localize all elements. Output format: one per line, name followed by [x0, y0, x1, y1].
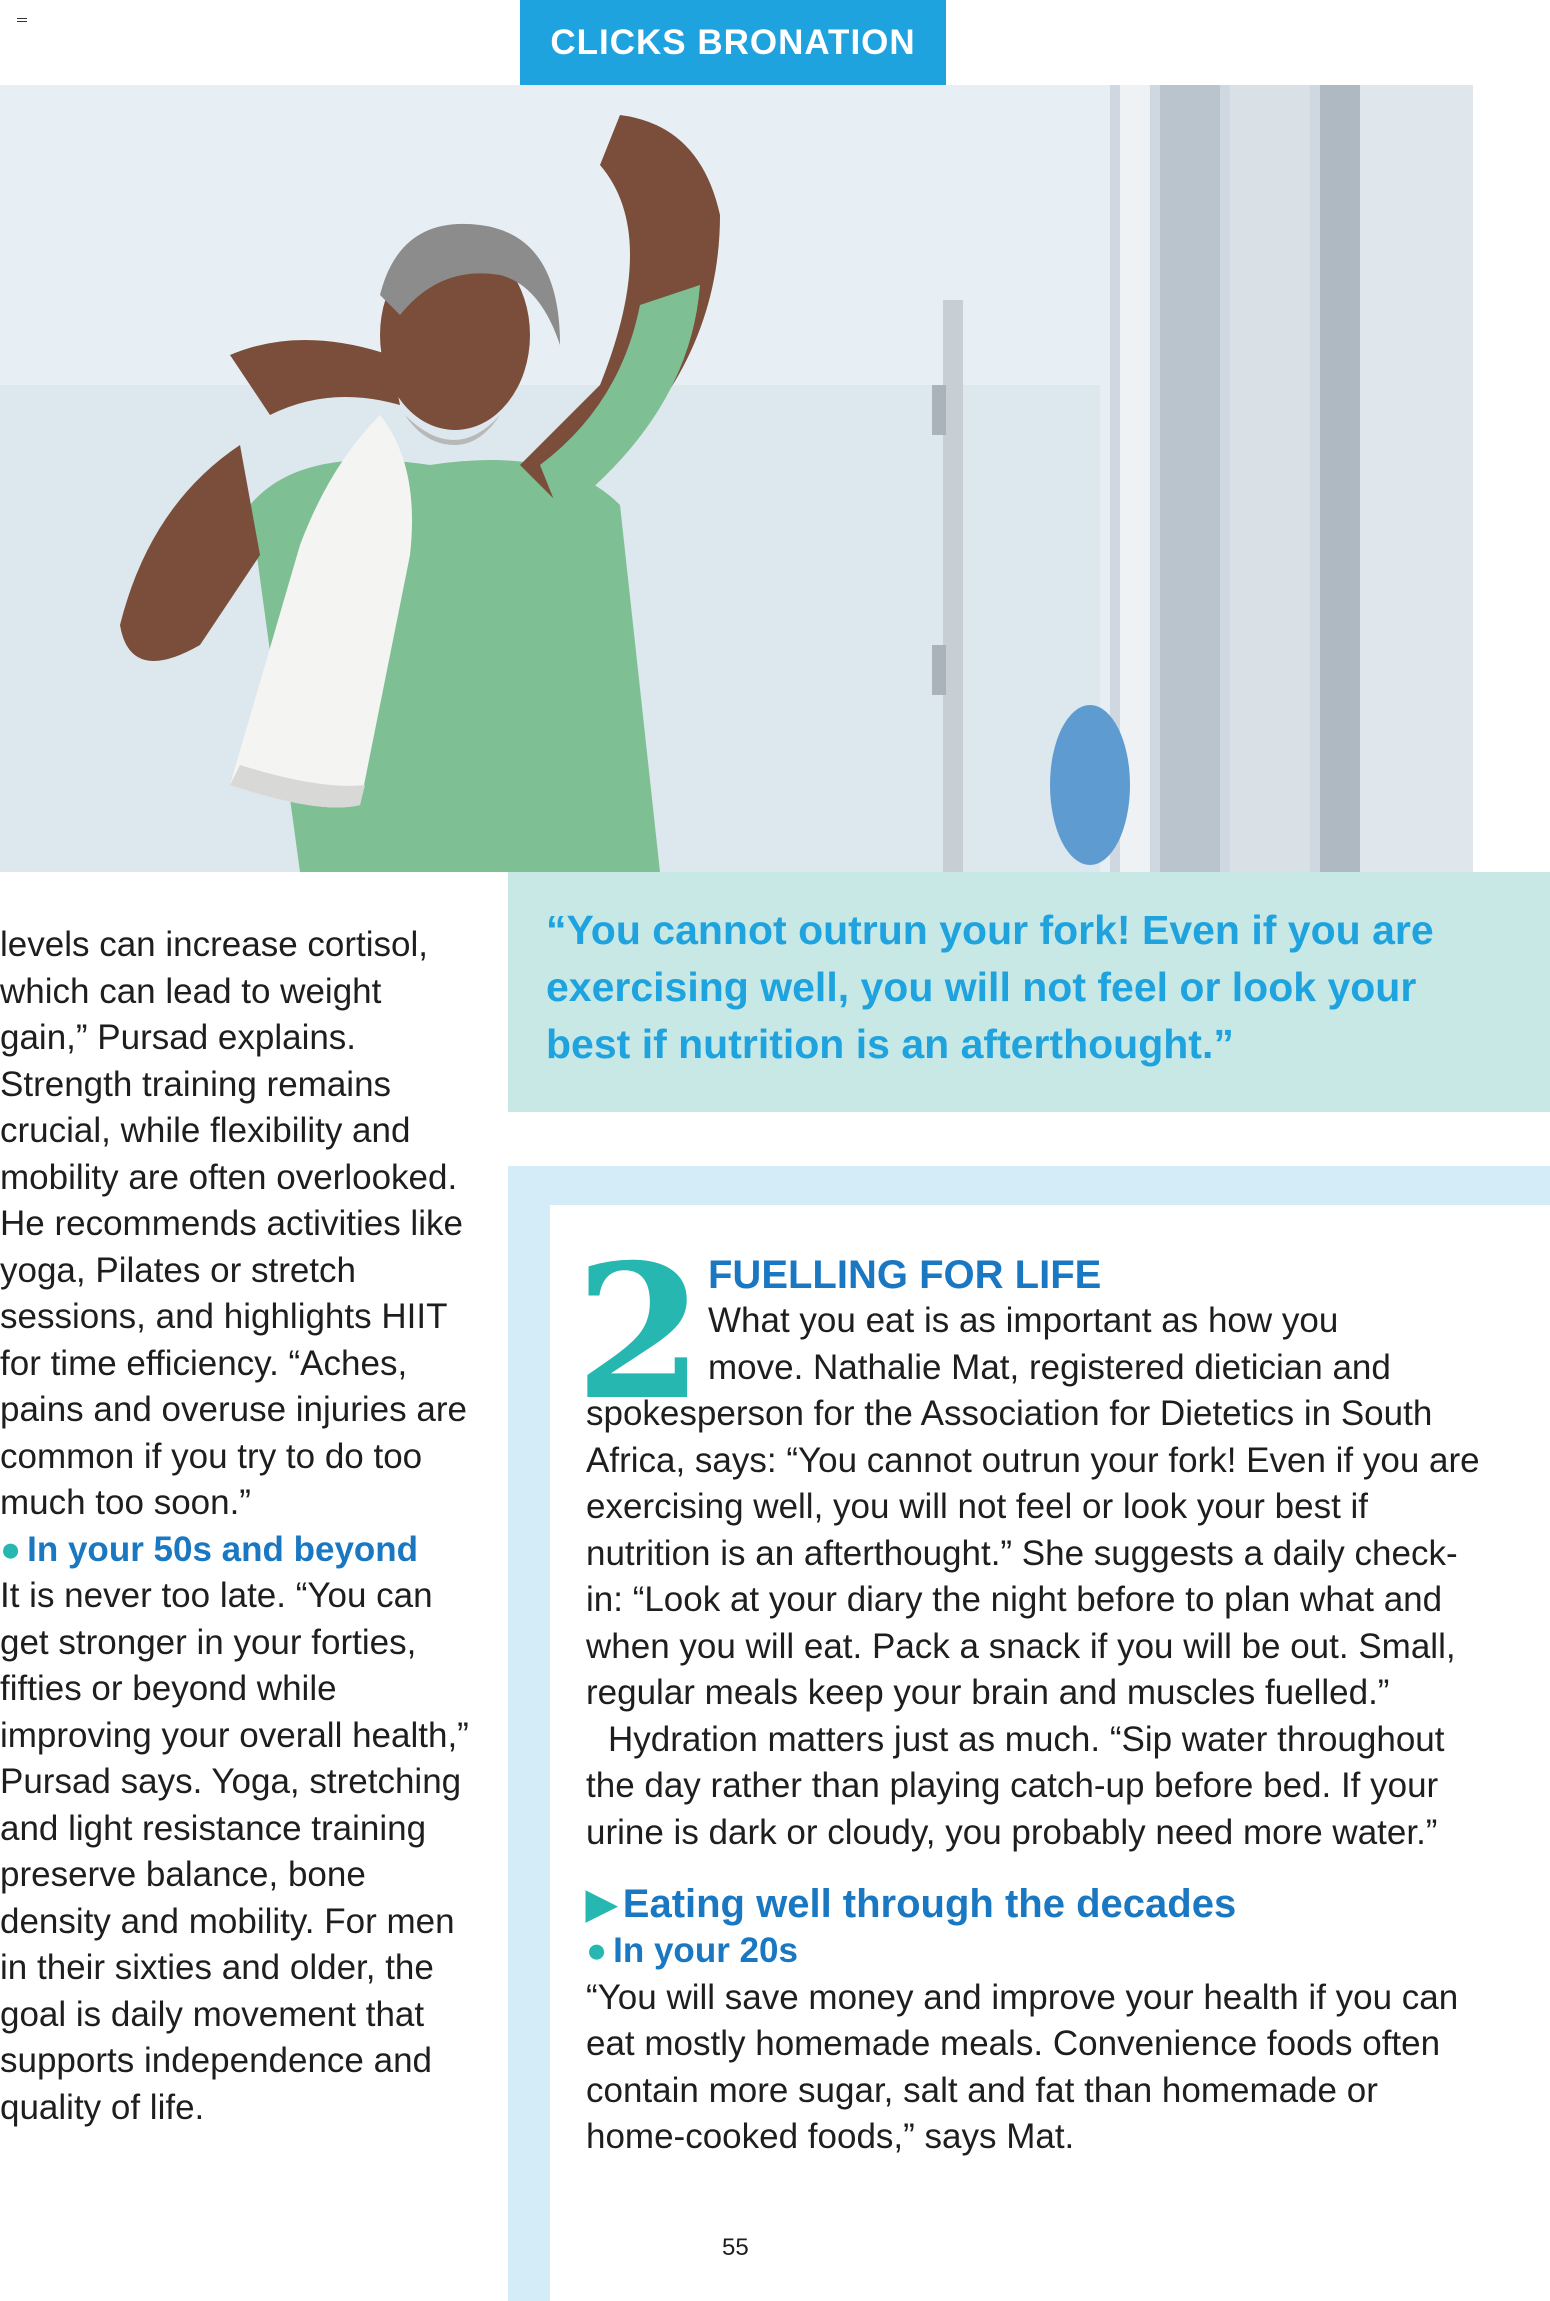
triangle-icon: ▶: [586, 1882, 617, 1926]
section-title: FUELLING FOR LIFE: [708, 1253, 1102, 1297]
section-paragraph-2: Hydration matters just as much. “Sip water throughout the day rather than playing catch-up before bed. If your urine is dark or cloudy, you probably need more water.”: [586, 1719, 1445, 1852]
page-number: 55: [722, 2234, 749, 2261]
section-number: 2: [575, 1223, 704, 1441]
hero-photo: [0, 85, 1473, 872]
pull-quote-text: “You cannot outrun your fork! Even if you are exercising well, you will not feel or look your best if nutrition is an afterthought.”: [546, 907, 1434, 1067]
left-subhead-text: In your 50s and beyond: [27, 1529, 419, 1569]
masthead-banner: CLICKS BRONATION: [520, 0, 946, 85]
bullet-icon: ●: [0, 1529, 22, 1569]
man-stretching-illustration: [0, 85, 1473, 872]
left-paragraph-2: It is never too late. “You can get stronger in your forties, fifties or beyond while improving your overall health,” Pursad says. Yoga, stretching and light resistance training preserve balance, bone density and mobility. For men in their sixties and older, the goal is daily movement that supports independence and quality of life.: [0, 1576, 469, 2127]
section-line-1: What you eat is as important as how you: [708, 1301, 1339, 1340]
left-paragraph-1: levels can increase cortisol, which can lead to weight gain,” Pursad explains. Strength training remains crucial, while flexibility and mobility are often overlooked. He recommends activities like yoga, Pilates or stretch sessions, and highlights HIIT for time efficiency. “Aches, pains and overuse injuries are common if you try to do too much too soon.”: [0, 925, 467, 1522]
subsection-title: [586, 1880, 1486, 1928]
left-subhead: [0, 1527, 470, 1574]
section-paragraph-3: “You will save money and improve your health if you can eat mostly homemade meals. Convenience foods often contain more sugar, salt and fat than homemade or home-cooked foods,” says Mat.: [586, 1977, 1459, 2156]
menu-icon[interactable]: [17, 18, 27, 24]
section-body: [586, 1252, 1486, 2161]
left-column-text: [0, 922, 470, 2131]
pull-quote-box: [508, 872, 1550, 1112]
subsection-subhead-text: In your 20s: [613, 1931, 798, 1970]
section-paragraph-1: spokesperson for the Association for Dietetics in South Africa, says: “You cannot outrun your fork! Even if you are exercising well, you will not feel or look your best if nutrition is an afterthought.” She suggests a daily check-in: “Look at your diary the night before to plan what and when you will eat. Pack a snack if you will be out. Small, regular meals keep your brain and muscles fuelled.”: [586, 1394, 1480, 1712]
bullet-icon: ●: [586, 1931, 608, 1970]
subsection-subhead: [586, 1928, 1486, 1975]
section-line-2: move. Nathalie Mat, registered dietician and: [708, 1347, 1391, 1387]
subsection-title-text: Eating well through the decades: [622, 1882, 1237, 1926]
